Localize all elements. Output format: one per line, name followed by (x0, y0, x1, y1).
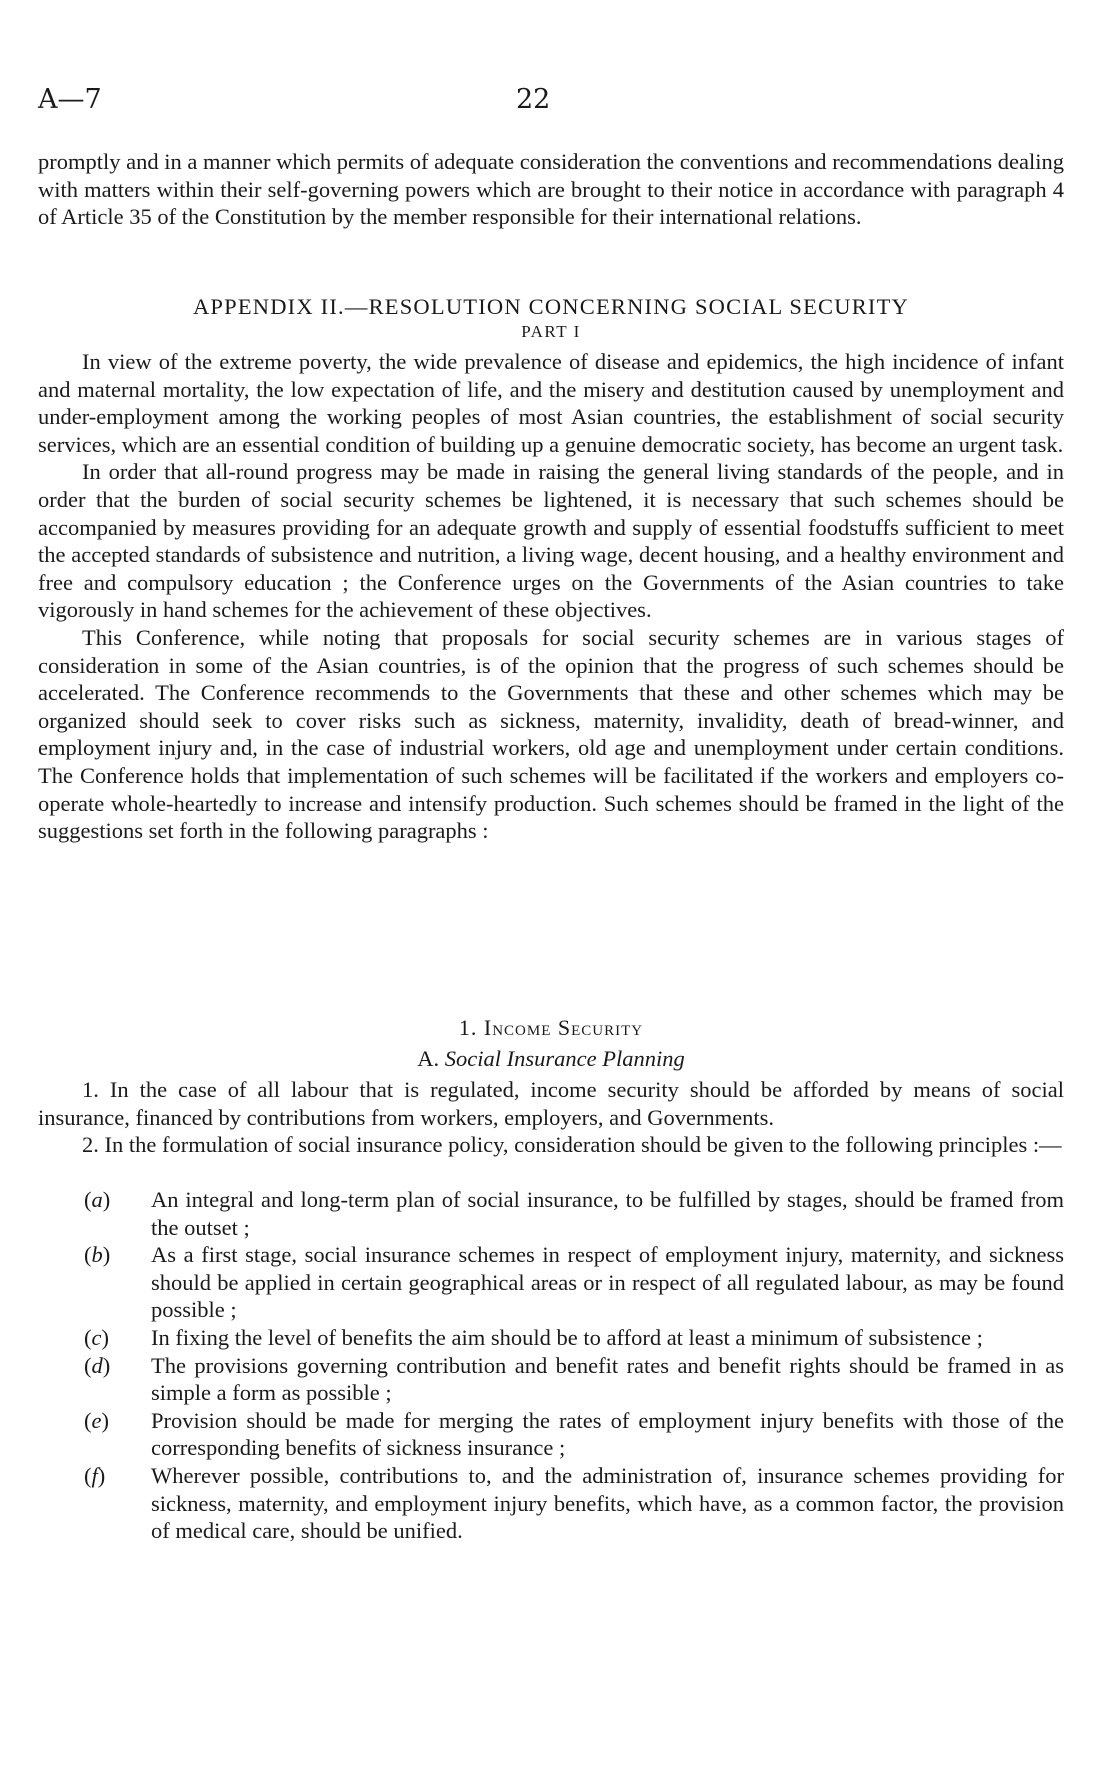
list-item (38, 1324, 1064, 1352)
appendix-body (38, 348, 1064, 845)
list-marker: (f) (84, 1462, 106, 1488)
list-marker: (e) (84, 1407, 109, 1433)
list-item-text: The provisions governing contribution and benefit rates and benefit rights should be framed in as simple a form as possible ; (151, 1352, 1064, 1406)
list-marker: (a) (84, 1187, 111, 1212)
list-item (38, 1186, 1064, 1241)
body-paragraph: In view of the extreme poverty, the wide prevalence of disease and epidemics, the high incidence of infant and maternal mortality, the low expectation of life, and the misery and destitution caused by unemployment and under-employment among the working peoples of most Asian countries, the establishment of social security services, which are an essential condition of building up a genuine democratic society, has become an urgent task. (38, 349, 1064, 457)
list-item-text: Provision should be made for merging the rates of employment injury benefits with those of the corresponding benefits of sickness insurance ; (151, 1407, 1064, 1461)
subsection-title: Social Insurance Planning (444, 1046, 685, 1071)
numbered-paragraph: 1. In the case of all labour that is regulated, income security should be afforded by means of social insurance, financed by contributions from workers, employers, and Governments. (38, 1077, 1064, 1130)
list-marker: (b) (84, 1242, 111, 1268)
appendix-title: APPENDIX II.—RESOLUTION CONCERNING SOCIAL SECURITY (192, 294, 910, 319)
document-reference: A—7 (38, 84, 102, 115)
list-marker: (d) (84, 1352, 111, 1378)
numbered-paragraph: 2. In the formulation of social insurance policy, consideration should be given to the following principles :— (82, 1132, 1062, 1158)
body-paragraph: In order that all-round progress may be made in raising the general living standards of the people, and in order that the burden of social security schemes be lightened, it is necessary that such schemes should be accompanied by measures providing for an adequate growth and supply of essential foodstuffs sufficient to meet the accepted standards of subsistence and nutrition, a living wage, decent housing, and a healthy environment and free and compulsory education ; the Conference urges on the Governments of the Asian countries to take vigorously in hand schemes for the achievement of these objectives. (38, 459, 1064, 623)
list-item-text: As a first stage, social insurance schemes in respect of employment injury, maternity, and sickness should be applied in certain geographical areas or in respect of all regulated labour, as may be found possible ; (151, 1242, 1064, 1323)
page-number: 22 (516, 84, 551, 115)
list-item (38, 1352, 1064, 1407)
list-item (38, 1407, 1064, 1462)
list-item-text: In fixing the level of benefits the aim should be to afford at least a minimum of subsistence ; (151, 1324, 983, 1350)
numbered-paragraphs (38, 1076, 1064, 1159)
list-item-text: An integral and long-term plan of social insurance, to be fulfilled by stages, should be framed from the outset ; (151, 1187, 1064, 1240)
running-head (38, 84, 1064, 118)
list-item (38, 1241, 1064, 1324)
list-item (38, 1462, 1064, 1545)
part-title: PART I (521, 322, 581, 341)
section-heading (38, 1015, 1064, 1041)
body-paragraph: This Conference, while noting that proposals for social security schemes are in various stages of consideration in some of the Asian countries, is of the opinion that the progress of such schemes should be accelerated. The Conference recommends to the Governments that these and other schemes which may be organized should seek to cover risks such as sickness, maternity, invalidity, death of bread-winner, and employment injury and, in the case of industrial workers, old age and unemployment under certain conditions. The Conference holds that implementation of such schemes will be facilitated if the workers and employers co-operate whole-heartedly to increase and intensify production. Such schemes should be framed in the light of the suggestions set forth in the following paragraphs : (38, 624, 1064, 844)
section-title: Income Security (483, 1015, 644, 1040)
opening-paragraph: promptly and in a manner which permits of adequate consideration the conventions and recommendations dealing with matters within their self-governing powers which are brought to their notice in accordance with paragraph 4 of Article 35 of the Constitution by the member responsible for their international relations. (38, 149, 1064, 230)
section-number: 1. (458, 1015, 478, 1040)
principles-list (38, 1186, 1064, 1545)
list-marker: (c) (84, 1324, 109, 1350)
subsection-heading (38, 1046, 1064, 1072)
subsection-letter: A. (417, 1046, 440, 1071)
list-item-text: Wherever possible, contributions to, and the administration of, insurance schemes providing for sickness, maternity, and employment injury benefits, which have, as a common factor, the provision of medical care, should be unified. (151, 1462, 1064, 1544)
